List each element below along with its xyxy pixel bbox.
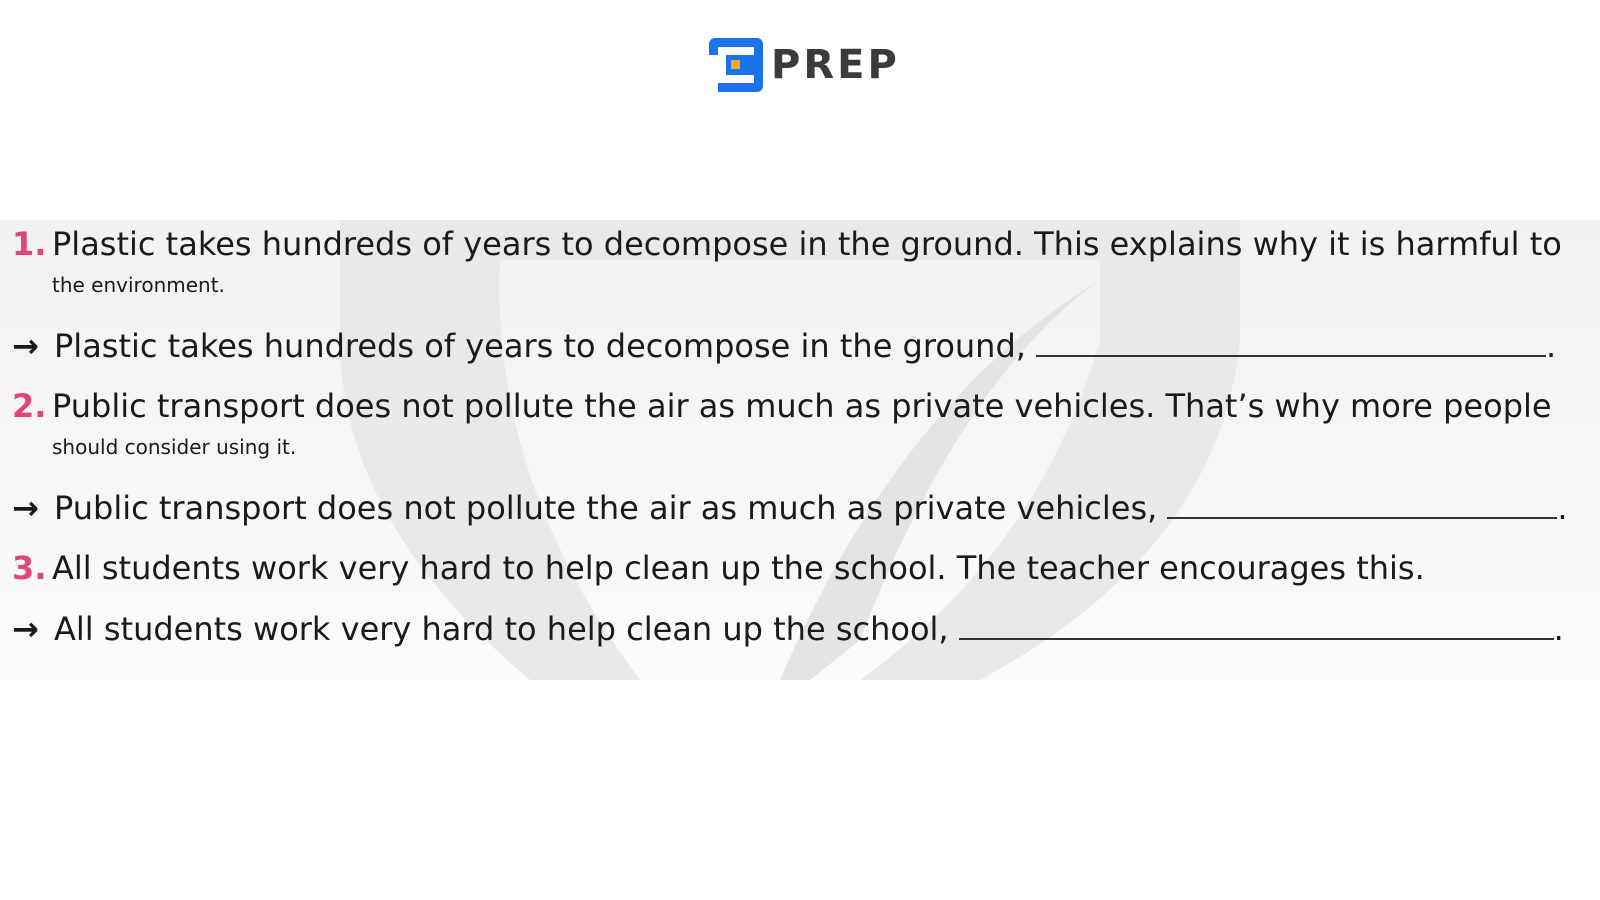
item-3-answer-stem: All students work very hard to help clean up the school, xyxy=(54,610,949,648)
item-3-prompt-line1: All students work very hard to help clean up the school. The teacher encourages this. xyxy=(52,549,1425,587)
item-3-prompt xyxy=(12,548,1592,589)
prep-logo xyxy=(709,38,900,92)
item-1-prompt-line2: the environment. xyxy=(52,273,225,297)
item-1-answer-blank[interactable] xyxy=(1036,327,1546,357)
item-1-prompt-continuation xyxy=(12,265,1600,306)
item-1-end-mark: . xyxy=(1545,327,1557,365)
item-3-answer-blank[interactable] xyxy=(959,610,1554,640)
arrow-icon: → xyxy=(12,327,39,365)
item-2-number: 2. xyxy=(12,387,47,425)
item-3-end-mark: . xyxy=(1553,610,1564,648)
prep-logo-mark-icon xyxy=(709,38,763,92)
item-2-answer-stem: Public transport does not pollute the air as much as private vehicles, xyxy=(54,489,1158,527)
item-2-end-mark: . xyxy=(1557,489,1568,527)
item-2-prompt xyxy=(12,386,1592,427)
item-1-prompt xyxy=(12,224,1592,265)
item-3-answer xyxy=(12,609,1592,650)
item-2-answer-blank[interactable] xyxy=(1167,489,1557,519)
item-2-prompt-line2: should consider using it. xyxy=(52,435,297,459)
item-1-answer xyxy=(12,326,1592,367)
item-1-prompt-line1: Plastic takes hundreds of years to decompose in the ground. This explains why it is harmful to xyxy=(52,225,1562,263)
item-2-answer xyxy=(12,488,1592,529)
arrow-icon: → xyxy=(12,610,39,648)
arrow-icon: → xyxy=(12,489,39,527)
item-2-prompt-continuation xyxy=(12,427,1600,468)
item-1-answer-stem: Plastic takes hundreds of years to decompose in the ground, xyxy=(54,327,1026,365)
item-3-number: 3. xyxy=(12,549,47,587)
exercise-sheet xyxy=(0,220,1600,680)
item-2-prompt-line1: Public transport does not pollute the air as much as private vehicles. That’s why more people xyxy=(52,387,1552,425)
item-1-number: 1. xyxy=(12,225,47,263)
prep-logo-text: PREP xyxy=(771,42,900,88)
